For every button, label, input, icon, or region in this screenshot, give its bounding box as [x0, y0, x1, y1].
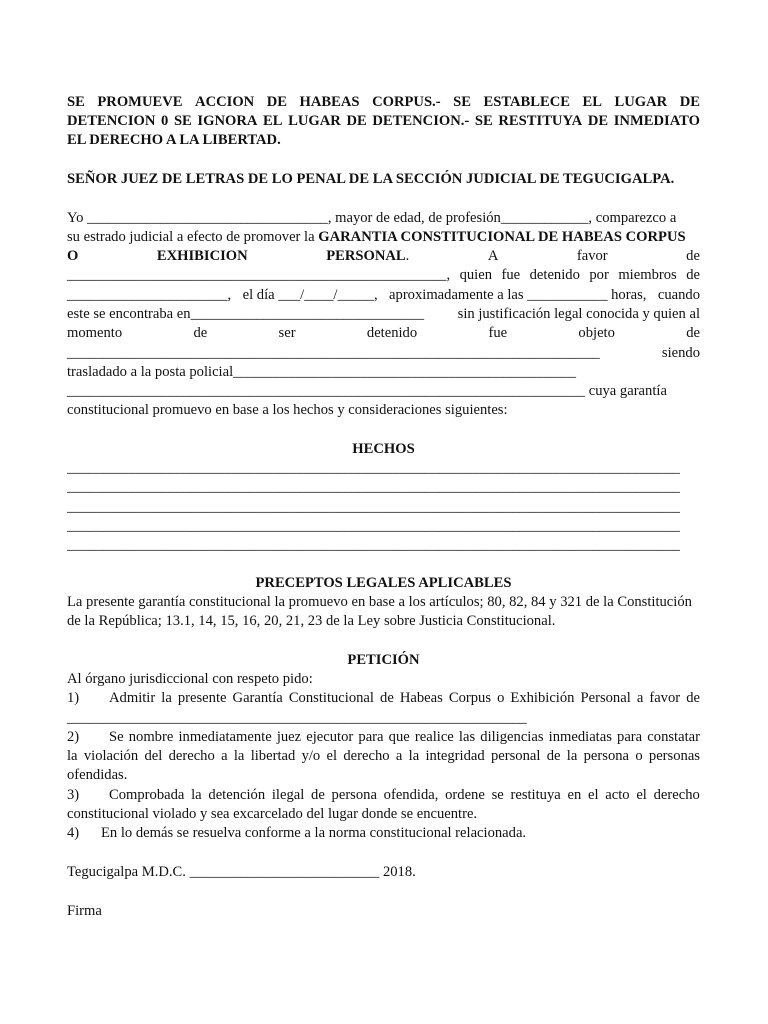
peticion-item-2-line-2 [67, 747, 700, 767]
word: ACCION [195, 94, 255, 110]
word: _________________________________________________________________________ [67, 345, 600, 361]
word: favor [649, 690, 681, 706]
word-de: de [686, 248, 700, 264]
word: la [161, 690, 172, 706]
word: de [193, 325, 208, 341]
word: el [326, 748, 338, 764]
item-4-text: En lo demás se resuelva conforme a la norma constitucional relacionada. [101, 825, 527, 841]
word: y/o [301, 748, 321, 764]
word: de [686, 325, 700, 341]
signature-label: Firma [67, 903, 102, 919]
word: Se [109, 729, 124, 745]
word: para [617, 729, 643, 745]
word: EL [582, 94, 602, 110]
place-date-line: Tegucigalpa M.D.C. __________________________ 2018. [67, 864, 416, 880]
word: IGNORA [197, 113, 258, 129]
word: SE [173, 113, 192, 129]
word: fue [501, 267, 521, 283]
word: o [635, 748, 643, 764]
word: HABEAS [299, 94, 360, 110]
item-number: 1) [67, 690, 80, 706]
word: violación [83, 748, 139, 764]
word: la [566, 748, 578, 764]
body-line-6 [67, 305, 700, 325]
peticion-intro: Al órgano jurisdiccional con respeto pido: [67, 671, 313, 687]
word-favor: favor [576, 248, 608, 264]
word: acto [605, 787, 630, 803]
word: ofendida, [383, 787, 439, 803]
word: sin justificación legal conocida y quien al [457, 306, 700, 322]
word: Exhibición [510, 690, 575, 706]
word: persona [331, 787, 377, 803]
word: momento [67, 325, 123, 341]
word: integridad [425, 748, 485, 764]
body-line-5 [67, 286, 700, 306]
word: de [686, 690, 700, 706]
word: DE [346, 113, 367, 129]
word: o [497, 690, 505, 706]
hechos-line: ____________________________________________________________________________________ [67, 518, 680, 534]
word: de [546, 748, 561, 764]
item-number: 2) [67, 729, 80, 745]
word: objeto [578, 325, 615, 341]
word: a [221, 748, 228, 764]
word: inmediatas [548, 729, 612, 745]
word: el [636, 787, 647, 803]
word-a: A [487, 248, 499, 264]
word: DETENCION [67, 113, 156, 129]
word: EL [263, 113, 283, 129]
word: restituya [510, 787, 561, 803]
word: SE [67, 94, 85, 110]
word: del [144, 748, 163, 764]
word: derecho [343, 748, 390, 764]
word: la [67, 748, 78, 764]
word: a [395, 748, 403, 764]
word: en [567, 787, 582, 803]
word: DE [679, 94, 700, 110]
word: quien [459, 267, 493, 283]
word: ilegal [271, 787, 305, 803]
hechos-title: HECHOS [352, 441, 415, 457]
word: que [388, 729, 410, 745]
word: DETENCION.- [372, 113, 470, 129]
body-line-8 [67, 344, 700, 364]
word: SE [453, 94, 471, 110]
item-1-text [109, 689, 700, 709]
word: libertad [250, 748, 296, 764]
preceptos-title: PRECEPTOS LEGALES APLICABLES [255, 575, 512, 591]
word: la [408, 748, 420, 764]
body-line-10: _______________________________________________________________________ cuya garantía [67, 383, 667, 399]
word: detención [208, 787, 266, 803]
item-number: 4) [67, 825, 80, 841]
word: cuando [657, 287, 700, 303]
word: el [588, 787, 599, 803]
word: ser [278, 325, 296, 341]
word: personal [490, 748, 541, 764]
word: LUGAR [288, 113, 341, 129]
header-line-3: EL DERECHO A LA LIBERTAD. [67, 132, 281, 148]
peticion-item-4 [67, 824, 700, 844]
word: detenido [366, 325, 418, 341]
word: fue [488, 325, 508, 341]
word: Personal [580, 690, 631, 706]
word: 0 [161, 113, 169, 129]
word: persona [583, 748, 630, 764]
word: para [358, 729, 384, 745]
word: siendo [661, 345, 700, 361]
word: DE [266, 94, 288, 110]
word: nombre [128, 729, 174, 745]
addressee: SEÑOR JUEZ DE LETRAS DE LO PENAL DE LA SECCIÓN JUDICIAL DE TEGUCIGALPA. [67, 171, 675, 187]
preceptos-line-1: La presente garantía constitucional la promuevo en base a los artículos; 80, 82, 84 y 321 de la Constitución [67, 594, 692, 610]
word: la [233, 748, 245, 764]
word: DE [587, 113, 609, 129]
word: personas [648, 748, 700, 764]
word: derecho [653, 787, 700, 803]
word: constatar [647, 729, 700, 745]
word: ESTABLECE [483, 94, 570, 110]
body-line-11: constitucional promuevo en base a los hechos y consideraciones siguientes: [67, 402, 508, 418]
word: este se encontraba en________________________________ [67, 306, 425, 322]
item-3-text [109, 786, 700, 806]
word: INMEDIATO [613, 113, 700, 129]
word: derecho [168, 748, 215, 764]
word: las [458, 729, 476, 745]
word: LUGAR [614, 94, 668, 110]
header-line-2 [67, 112, 700, 132]
word: la [191, 787, 202, 803]
word: ______________________, [67, 287, 232, 303]
word: de [380, 690, 394, 706]
item-number: 3) [67, 787, 80, 803]
word: CORPUS.- [372, 94, 441, 110]
word-personal-text: PERSONAL [326, 248, 406, 264]
word: el día ___/____/_____, [242, 287, 378, 303]
word: ____________________________________________________, [67, 267, 451, 283]
peticion-item-3-line-2: constitucional violado y sea excarcelado del lugar donde se encuentre. [67, 806, 478, 822]
garantia-title: GARANTIA CONSTITUCIONAL DE HABEAS CORPUS [318, 229, 686, 245]
peticion-item-2-line-3: ofendidas. [67, 767, 128, 783]
word: miembros [618, 267, 677, 283]
word: inmediatamente [178, 729, 272, 745]
word: ordene [445, 787, 485, 803]
hechos-line: ____________________________________________________________________________________ [67, 479, 680, 495]
word: Admitir [109, 690, 156, 706]
body-line-1: Yo _________________________________, mayor de edad, de profesión____________, comparezco a [67, 210, 677, 226]
word: realice [414, 729, 454, 745]
word: ejecutor [306, 729, 354, 745]
hechos-line: ____________________________________________________________________________________ [67, 499, 680, 515]
word-exhibicion: EXHIBICION [156, 248, 248, 264]
word: SE [474, 113, 493, 129]
peticion-item-1 [67, 689, 700, 709]
preceptos-line-2: de la República; 13.1, 14, 15, 16, 20, 21, 23 de la Ley sobre Justicia Constitucional. [67, 613, 556, 629]
peticion-title: PETICIÓN [347, 652, 420, 668]
body-line-4 [67, 266, 700, 286]
body-line-9: trasladado a la posta policial_______________________________________________ [67, 364, 577, 380]
body-line-7 [67, 324, 700, 344]
body-line-2 [67, 228, 700, 248]
word-period: . [405, 248, 410, 264]
word: diligencias [480, 729, 544, 745]
word: Garantía [232, 690, 283, 706]
word: Comprobada [109, 787, 185, 803]
word: aproximadamente a las ___________ horas, [389, 287, 647, 303]
word: Corpus [448, 690, 492, 706]
word-personal [326, 247, 409, 267]
body-line-2-text: su estrado judicial a efecto de promover la [67, 229, 319, 245]
header-line-1 [67, 93, 700, 113]
word: por [589, 267, 609, 283]
body-line-3 [67, 247, 700, 267]
hechos-line: ____________________________________________________________________________________ [67, 537, 680, 553]
word-o: O [67, 248, 79, 264]
word: PROMUEVE [97, 94, 183, 110]
word: a [636, 690, 644, 706]
word: RESTITUYA [498, 113, 583, 129]
word: de [311, 787, 325, 803]
word: juez [276, 729, 302, 745]
word: Habeas [399, 690, 443, 706]
word: detenido [529, 267, 580, 283]
peticion-item-3 [67, 786, 700, 806]
word: de [686, 267, 700, 283]
hechos-line: ____________________________________________________________________________________ [67, 460, 680, 476]
peticion-item-1-blank: _______________________________________________________________ [67, 710, 527, 726]
word: Constitucional [288, 690, 374, 706]
word: se [491, 787, 504, 803]
peticion-item-2 [67, 728, 700, 748]
item-2-text [109, 728, 700, 748]
word: presente [177, 690, 227, 706]
